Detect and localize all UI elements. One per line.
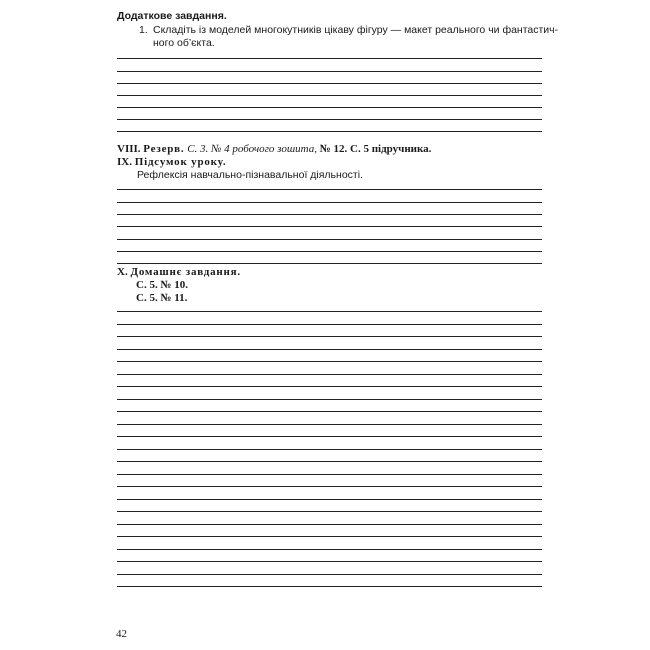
writing-line [117,399,542,400]
writing-line [117,131,542,132]
section-ix-heading [117,156,226,169]
writing-line [117,71,542,72]
writing-line [117,486,542,487]
writing-line [117,424,542,425]
writing-line [117,214,542,215]
section-viii-line [117,143,431,156]
writing-line [117,95,542,96]
extra-task-heading: Додаткове завдання. [117,10,227,22]
section-viii-italic: С. 3. № 4 робочого зошита, [187,143,317,155]
writing-line [117,202,542,203]
writing-line [117,411,542,412]
writing-line [117,107,542,108]
writing-line [117,436,542,437]
writing-line [117,263,542,264]
writing-line [117,461,542,462]
writing-line [117,324,542,325]
writing-line [117,524,542,525]
extra-task-item-number: 1. [139,24,148,36]
writing-line [117,386,542,387]
writing-line [117,374,542,375]
writing-line [117,58,542,59]
writing-line [117,336,542,337]
section-x-line1: С. 5. № 10. [136,279,188,291]
section-ix-roman: IX. [117,156,132,168]
section-ix-title: Підсумок уроку. [134,156,227,168]
section-viii-rest: № 12. С. 5 підручника. [319,143,432,155]
writing-line [117,349,542,350]
extra-task-item-line1: Складіть із моделей многокутників цікаву фігуру — макет реального чи фантастич- [153,24,559,36]
section-viii-title: Резерв. [143,143,185,155]
section-x-heading [117,266,241,279]
writing-line [117,449,542,450]
writing-line [117,239,542,240]
section-x-title: Домашнє завдання. [130,266,241,278]
writing-line [117,226,542,227]
section-x-roman: X. [117,266,128,278]
writing-line [117,586,542,587]
section-viii-roman: VIII. [117,143,141,155]
writing-line [117,361,542,362]
writing-line [117,189,542,190]
writing-line [117,574,542,575]
writing-line [117,119,542,120]
writing-line [117,561,542,562]
writing-line [117,251,542,252]
writing-line [117,511,542,512]
writing-line [117,83,542,84]
writing-line [117,499,542,500]
section-ix-body: Рефлексія навчально-пізнавальної діяльності. [137,169,363,181]
extra-task-item-line2: ного об’єкта. [153,37,215,49]
section-x-line2: С. 5. № 11. [136,292,188,304]
writing-line [117,536,542,537]
writing-line [117,311,542,312]
writing-line [117,474,542,475]
writing-line [117,549,542,550]
page-number: 42 [116,628,127,640]
